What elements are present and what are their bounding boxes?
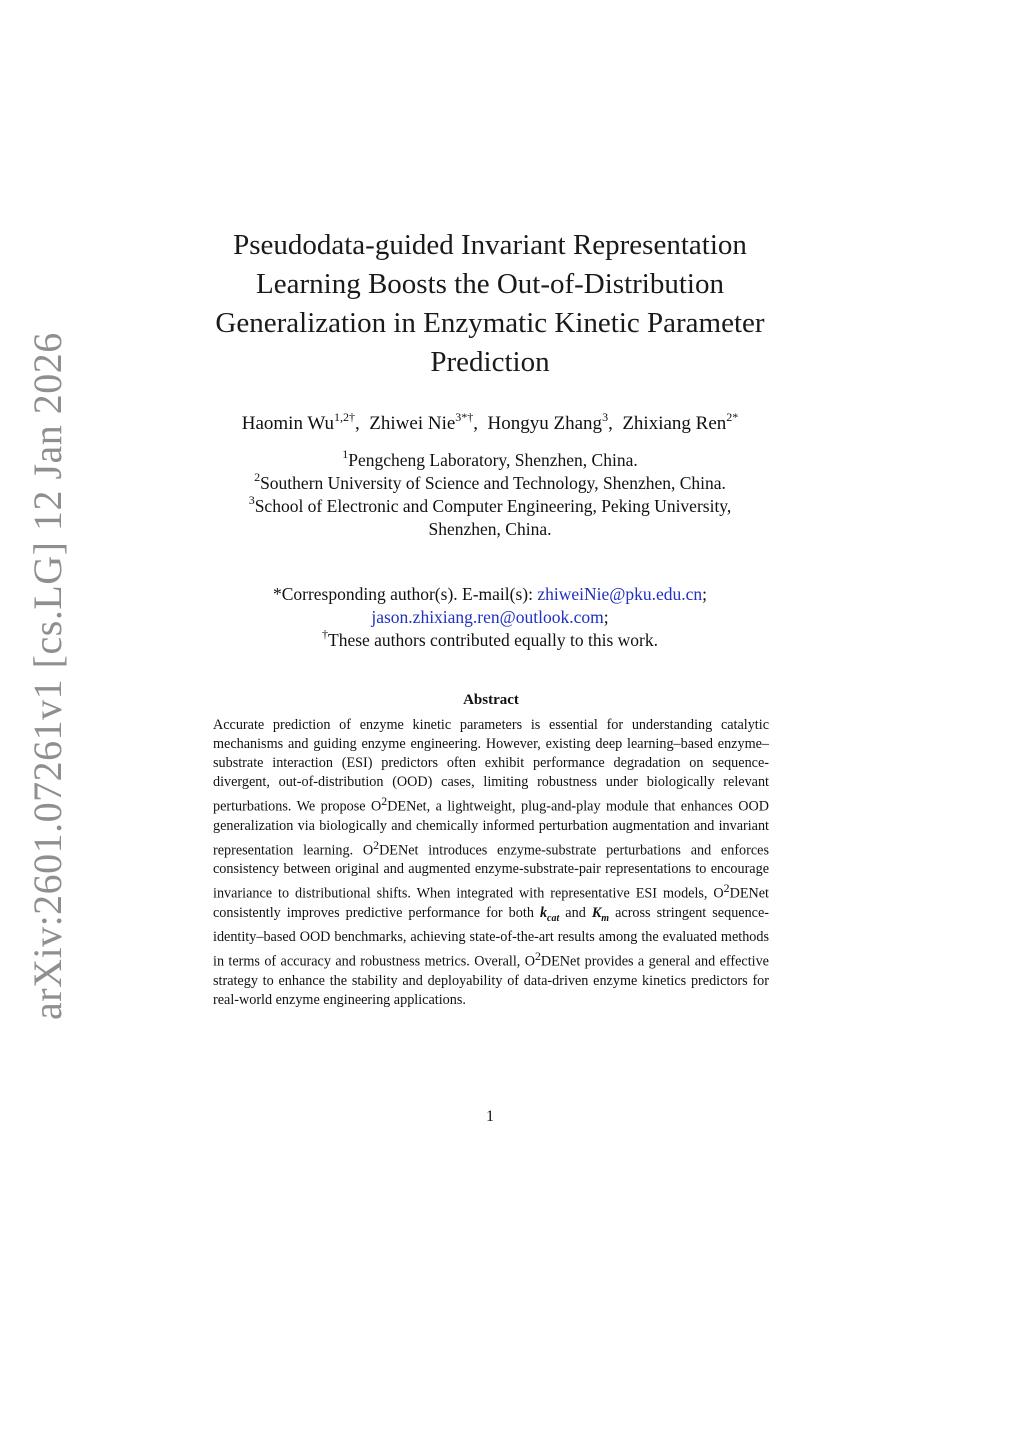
dagger-mark: † [322,627,328,641]
author-name: Haomin Wu [241,413,335,434]
author-superscript: 3 [602,410,609,424]
author-name: Zhiwei Nie [369,413,456,434]
affiliation-text: Shenzhen, China. [428,519,552,539]
o2-superscript: 2 [373,837,380,852]
author-superscript: 2* [726,410,739,424]
o2-superscript: 2 [723,881,730,896]
affiliation [180,472,800,495]
o2-superscript: 2 [381,794,388,808]
abstract-text: and [559,905,592,922]
separator: ; [603,607,609,627]
o2-superscript: 2 [534,949,541,964]
paper-title [180,226,800,382]
contact-block [180,583,800,652]
corresponding-label: *Corresponding author(s). E-mail(s): [272,584,538,604]
title-line: Prediction [430,346,550,378]
abstract-text: DENet provides a general and effective strategy to enhance the stability and deployability of data-driven enzyme kinetics predictors for real-world enzyme engineering applications. [213,953,769,1008]
affiliation [180,518,800,541]
title-line: Pseudodata-guided Invariant Representation [233,229,747,261]
author-name: Hongyu Zhang [487,413,603,434]
affiliation-text: Pengcheng Laboratory, Shenzhen, China. [348,450,638,470]
kcat-main: k [539,905,548,922]
affiliation-list [180,449,800,541]
affiliation-text: Southern University of Science and Technology, Shenzhen, China. [260,473,726,493]
page-number: 1 [486,1108,494,1125]
author-name: Zhixiang Ren [622,413,727,434]
title-line: Generalization in Enzymatic Kinetic Parameter [215,307,765,339]
kcat-sub: cat [547,913,560,925]
email-link-ren[interactable]: jason.zhixiang.ren@outlook.com [371,607,604,627]
equal-contribution-text: These authors contributed equally to this work. [328,630,658,650]
arxiv-identifier: arXiv:2601.07261v1 [cs.LG] 12 Jan 2026 [25,332,70,1020]
abstract-text: across stringent sequence-identity–based OOD benchmarks, achieving state-of-the-art results among the evaluated methods in terms of accuracy and robustness metrics. Overall, O [213,905,769,970]
corresponding-line [180,606,800,629]
email-link-nie[interactable]: zhiweiNie@pku.edu.cn [537,584,703,604]
affiliation [180,495,800,518]
km-symbol [591,905,610,925]
abstract-body [213,716,769,1010]
km-main: K [591,905,602,922]
affiliation-superscript: 2 [254,470,261,484]
title-line: Learning Boosts the Out-of-Distribution [256,268,724,300]
author-superscript: 1,2† [334,410,356,424]
author-list: Haomin $Wu^{1,2\dagger}$, Zhiwei Nie$^{3*\dagger}$, Hongyu Zhang$^3$, Zhixiang Ren$^{2*}$ [241,410,739,434]
separator: ; [702,584,708,604]
kcat-symbol [539,905,560,925]
author-superscript: 3*† [455,410,474,424]
affiliation-text: School of Electronic and Computer Engineering, Peking University, [254,496,732,516]
km-sub: m [601,913,610,925]
abstract-text: DENet, a lightweight, plug-and-play module that enhances OOD generalization via biologically and chemically informed perturbation augmentation and invariant representation learning. O [213,798,769,859]
equal-contribution-note [180,629,800,652]
affiliation-superscript: 3 [248,493,255,507]
abstract-text: DENet consistently improves predictive performance for both [213,886,769,922]
corresponding-line [180,583,800,606]
affiliation [180,449,800,472]
abstract-heading: Abstract [463,692,519,708]
abstract-text: DENet introduces enzyme-substrate perturbations and enforces consistency between original and augmented enzyme-substrate-pair representations to encourage invariance to distributional shifts. When integrated with representative ESI models, O [213,842,769,903]
affiliation-superscript: 1 [342,447,349,461]
abstract-text: Accurate prediction of enzyme kinetic parameters is essential for understanding catalytic mechanisms and guiding enzyme engineering. However, existing deep learning–based enzyme–substrate interaction (ESI) predictors often exhibit performance degradation on sequence-divergent, out-of-distribution (OOD) cases, limiting robustness under biologically relevant perturbations. We propose O [213,717,769,815]
